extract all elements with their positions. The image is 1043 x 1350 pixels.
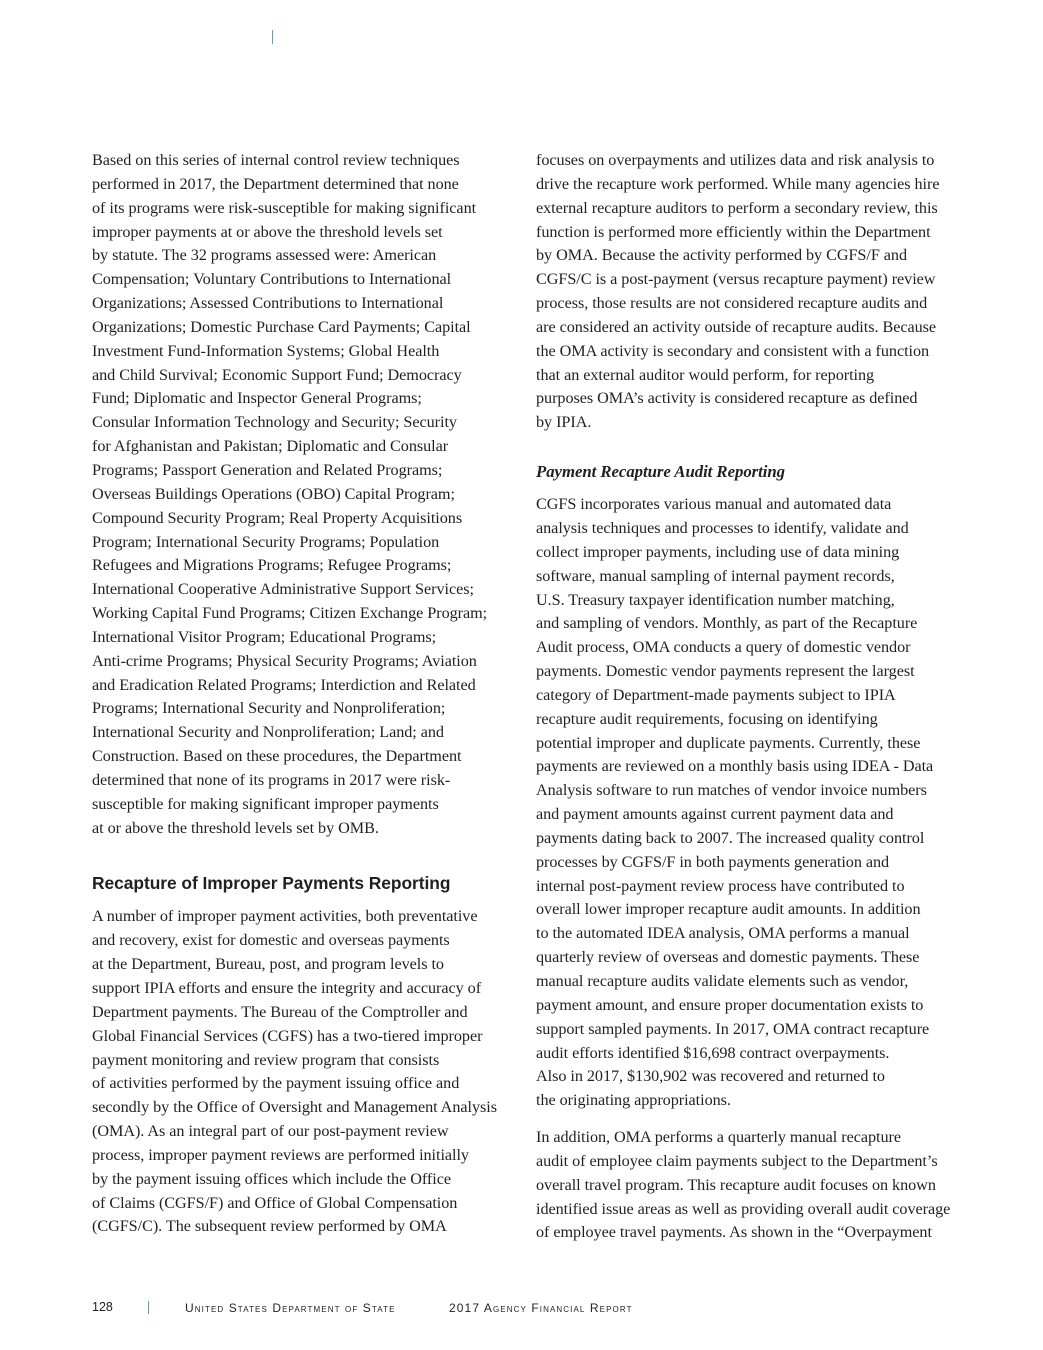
- paragraph-cgfs-techniques: [536, 493, 966, 1113]
- text-line: CGFS/C is a post-payment (versus recapture payment) review: [536, 270, 936, 289]
- text-line: identified issue areas as well as providing overall audit coverage: [536, 1199, 951, 1218]
- text-line: support IPIA efforts and ensure the integrity and accuracy of: [92, 979, 482, 997]
- text-line: CGFS incorporates various manual and automated data: [536, 495, 892, 514]
- header-divider: [272, 30, 273, 44]
- text-line: function is performed more efficiently within the Department: [536, 222, 931, 241]
- text-line: that an external auditor would perform, for reporting: [536, 365, 875, 384]
- text-line: Organizations; Assessed Contributions to International: [92, 294, 444, 313]
- text-line: purposes OMA’s activity is considered recapture as defined: [536, 389, 918, 408]
- text-line: Also in 2017, $130,902 was recovered and returned to: [536, 1067, 885, 1086]
- text-line: payments. Domestic vendor payments represent the largest: [536, 662, 915, 681]
- text-line: Investment Fund-Information Systems; Global Health: [92, 341, 440, 360]
- text-line: Fund; Diplomatic and Inspector General Programs;: [92, 389, 422, 408]
- text-line: U.S. Treasury taxpayer identification number matching,: [536, 590, 895, 609]
- text-line: improper payments at or above the threshold levels set: [92, 222, 443, 241]
- text-line: payment monitoring and review program that consists: [92, 1050, 440, 1069]
- text-line: (OMA). As an integral part of our post-payment review: [92, 1122, 449, 1141]
- right-column: [536, 149, 966, 1245]
- footer-report-title: 2017 Agency Financial Report: [449, 1301, 633, 1315]
- text-line: quarterly review of overseas and domestic payments. These: [536, 948, 920, 967]
- text-line: Programs; International Security and Nonproliferation;: [92, 699, 446, 718]
- text-line: the originating appropriations.: [536, 1091, 731, 1110]
- paragraph-recapture-activities: [92, 905, 520, 1239]
- text-line: secondly by the Office of Oversight and Management Analysis: [92, 1098, 497, 1117]
- text-line: by the payment issuing offices which include the Office: [92, 1169, 451, 1188]
- text-line: internal post-payment review process have contributed to: [536, 876, 905, 895]
- text-line: process, improper payment reviews are performed initially: [92, 1145, 469, 1164]
- paragraph-travel-recapture: [536, 1126, 966, 1245]
- text-line: Analysis software to run matches of vendor invoice numbers: [536, 781, 927, 800]
- text-line: In addition, OMA performs a quarterly manual recapture: [536, 1128, 901, 1147]
- text-line: and payment amounts against current payment data and: [536, 805, 894, 824]
- text-line: and Child Survival; Economic Support Fund; Democracy: [92, 365, 462, 384]
- paragraph-programs-assessed: [92, 149, 520, 840]
- text-line: support sampled payments. In 2017, OMA contract recapture: [536, 1019, 930, 1038]
- text-line: process, those results are not considered recapture audits and: [536, 294, 928, 313]
- text-line: payment amount, and ensure proper documentation exists to: [536, 995, 924, 1014]
- text-line: category of Department-made payments subject to IPIA: [536, 685, 896, 704]
- text-line: and Eradication Related Programs; Interdiction and Related: [92, 675, 476, 694]
- text-line: Global Financial Services (CGFS) has a two-tiered improper: [92, 1026, 483, 1045]
- text-line: International Cooperative Administrative Support Services;: [92, 580, 474, 599]
- text-line: by IPIA.: [536, 413, 592, 432]
- text-line: collect improper payments, including use of data mining: [536, 542, 900, 561]
- text-line: performed in 2017, the Department determined that none: [92, 174, 459, 193]
- text-line: Anti-crime Programs; Physical Security Programs; Aviation: [92, 651, 477, 670]
- text-line: determined that none of its programs in 2017 were risk-: [92, 770, 451, 789]
- text-line: at or above the threshold levels set by OMB.: [92, 818, 379, 837]
- text-line: by statute. The 32 programs assessed were: American: [92, 246, 437, 265]
- text-line: drive the recapture work performed. While many agencies hire: [536, 174, 940, 193]
- text-line: payments dating back to 2007. The increased quality control: [536, 828, 925, 847]
- text-line: Department payments. The Bureau of the Comptroller and: [92, 1002, 468, 1021]
- text-line: Program; International Security Programs; Population: [92, 532, 440, 551]
- text-line: analysis techniques and processes to identify, validate and: [536, 518, 909, 537]
- text-line: Construction. Based on these procedures, the Department: [92, 747, 462, 766]
- text-line: Organizations; Domestic Purchase Card Payments; Capital: [92, 317, 471, 336]
- text-line: software, manual sampling of internal payment records,: [536, 566, 895, 585]
- text-line: and recovery, exist for domestic and overseas payments: [92, 931, 450, 950]
- text-line: of its programs were risk-susceptible for making significant: [92, 198, 477, 217]
- text-line: manual recapture audits validate elements such as vendor,: [536, 972, 909, 990]
- text-line: Based on this series of internal control review techniques: [92, 151, 460, 169]
- text-line: International Security and Nonproliferation; Land; and: [92, 723, 444, 742]
- section-heading-recapture: Recapture of Improper Payments Reporting: [92, 873, 451, 894]
- text-line: at the Department, Bureau, post, and program levels to: [92, 955, 444, 974]
- text-line: International Visitor Program; Educational Programs;: [92, 627, 437, 646]
- text-line: Consular Information Technology and Security; Security: [92, 413, 457, 432]
- text-line: Programs; Passport Generation and Related Programs;: [92, 460, 443, 479]
- text-line: potential improper and duplicate payments. Currently, these: [536, 733, 921, 752]
- text-line: recapture audit requirements, focusing on identifying: [536, 709, 878, 728]
- text-line: for Afghanistan and Pakistan; Diplomatic and Consular: [92, 437, 449, 456]
- text-line: of employee travel payments. As shown in the “Overpayment: [536, 1223, 932, 1242]
- text-line: and sampling of vendors. Monthly, as part of the Recapture: [536, 614, 918, 633]
- footer-divider: [148, 1301, 149, 1314]
- text-line: A number of improper payment activities, both preventative: [92, 907, 478, 926]
- page-number: 128: [92, 1300, 113, 1314]
- subheading-payment-recapture-audit: Payment Recapture Audit Reporting: [536, 462, 785, 482]
- text-line: by OMA. Because the activity performed by CGFS/F and: [536, 246, 908, 265]
- text-line: Compound Security Program; Real Property Acquisitions: [92, 508, 463, 527]
- text-line: the OMA activity is secondary and consistent with a function: [536, 341, 930, 360]
- text-line: external recapture auditors to perform a secondary review, this: [536, 198, 938, 217]
- text-line: focuses on overpayments and utilizes data and risk analysis to: [536, 151, 935, 169]
- text-line: Working Capital Fund Programs; Citizen Exchange Program;: [92, 604, 488, 623]
- text-line: Audit process, OMA conducts a query of domestic vendor: [536, 638, 911, 657]
- text-line: susceptible for making significant improper payments: [92, 794, 439, 813]
- text-line: payments are reviewed on a monthly basis using IDEA - Data: [536, 757, 934, 776]
- footer-department: United States Department of State: [185, 1301, 396, 1315]
- text-line: of Claims (CGFS/F) and Office of Global Compensation: [92, 1193, 458, 1212]
- text-line: audit efforts identified $16,698 contract overpayments.: [536, 1043, 890, 1062]
- left-column: [92, 149, 520, 1239]
- text-line: overall lower improper recapture audit amounts. In addition: [536, 900, 921, 919]
- text-line: Compensation; Voluntary Contributions to International: [92, 270, 452, 289]
- text-line: Overseas Buildings Operations (OBO) Capital Program;: [92, 484, 455, 503]
- text-line: processes by CGFS/F in both payments generation and: [536, 852, 890, 871]
- paragraph-oma-review: [536, 149, 966, 435]
- text-line: are considered an activity outside of recapture audits. Because: [536, 317, 937, 336]
- text-line: overall travel program. This recapture audit focuses on known: [536, 1175, 936, 1194]
- text-line: to the automated IDEA analysis, OMA performs a manual: [536, 924, 910, 943]
- text-line: of activities performed by the payment issuing office and: [92, 1074, 460, 1093]
- text-line: Refugees and Migrations Programs; Refugee Programs;: [92, 556, 452, 575]
- text-line: audit of employee claim payments subject to the Department’s: [536, 1151, 938, 1170]
- text-line: (CGFS/C). The subsequent review performed by OMA: [92, 1217, 447, 1236]
